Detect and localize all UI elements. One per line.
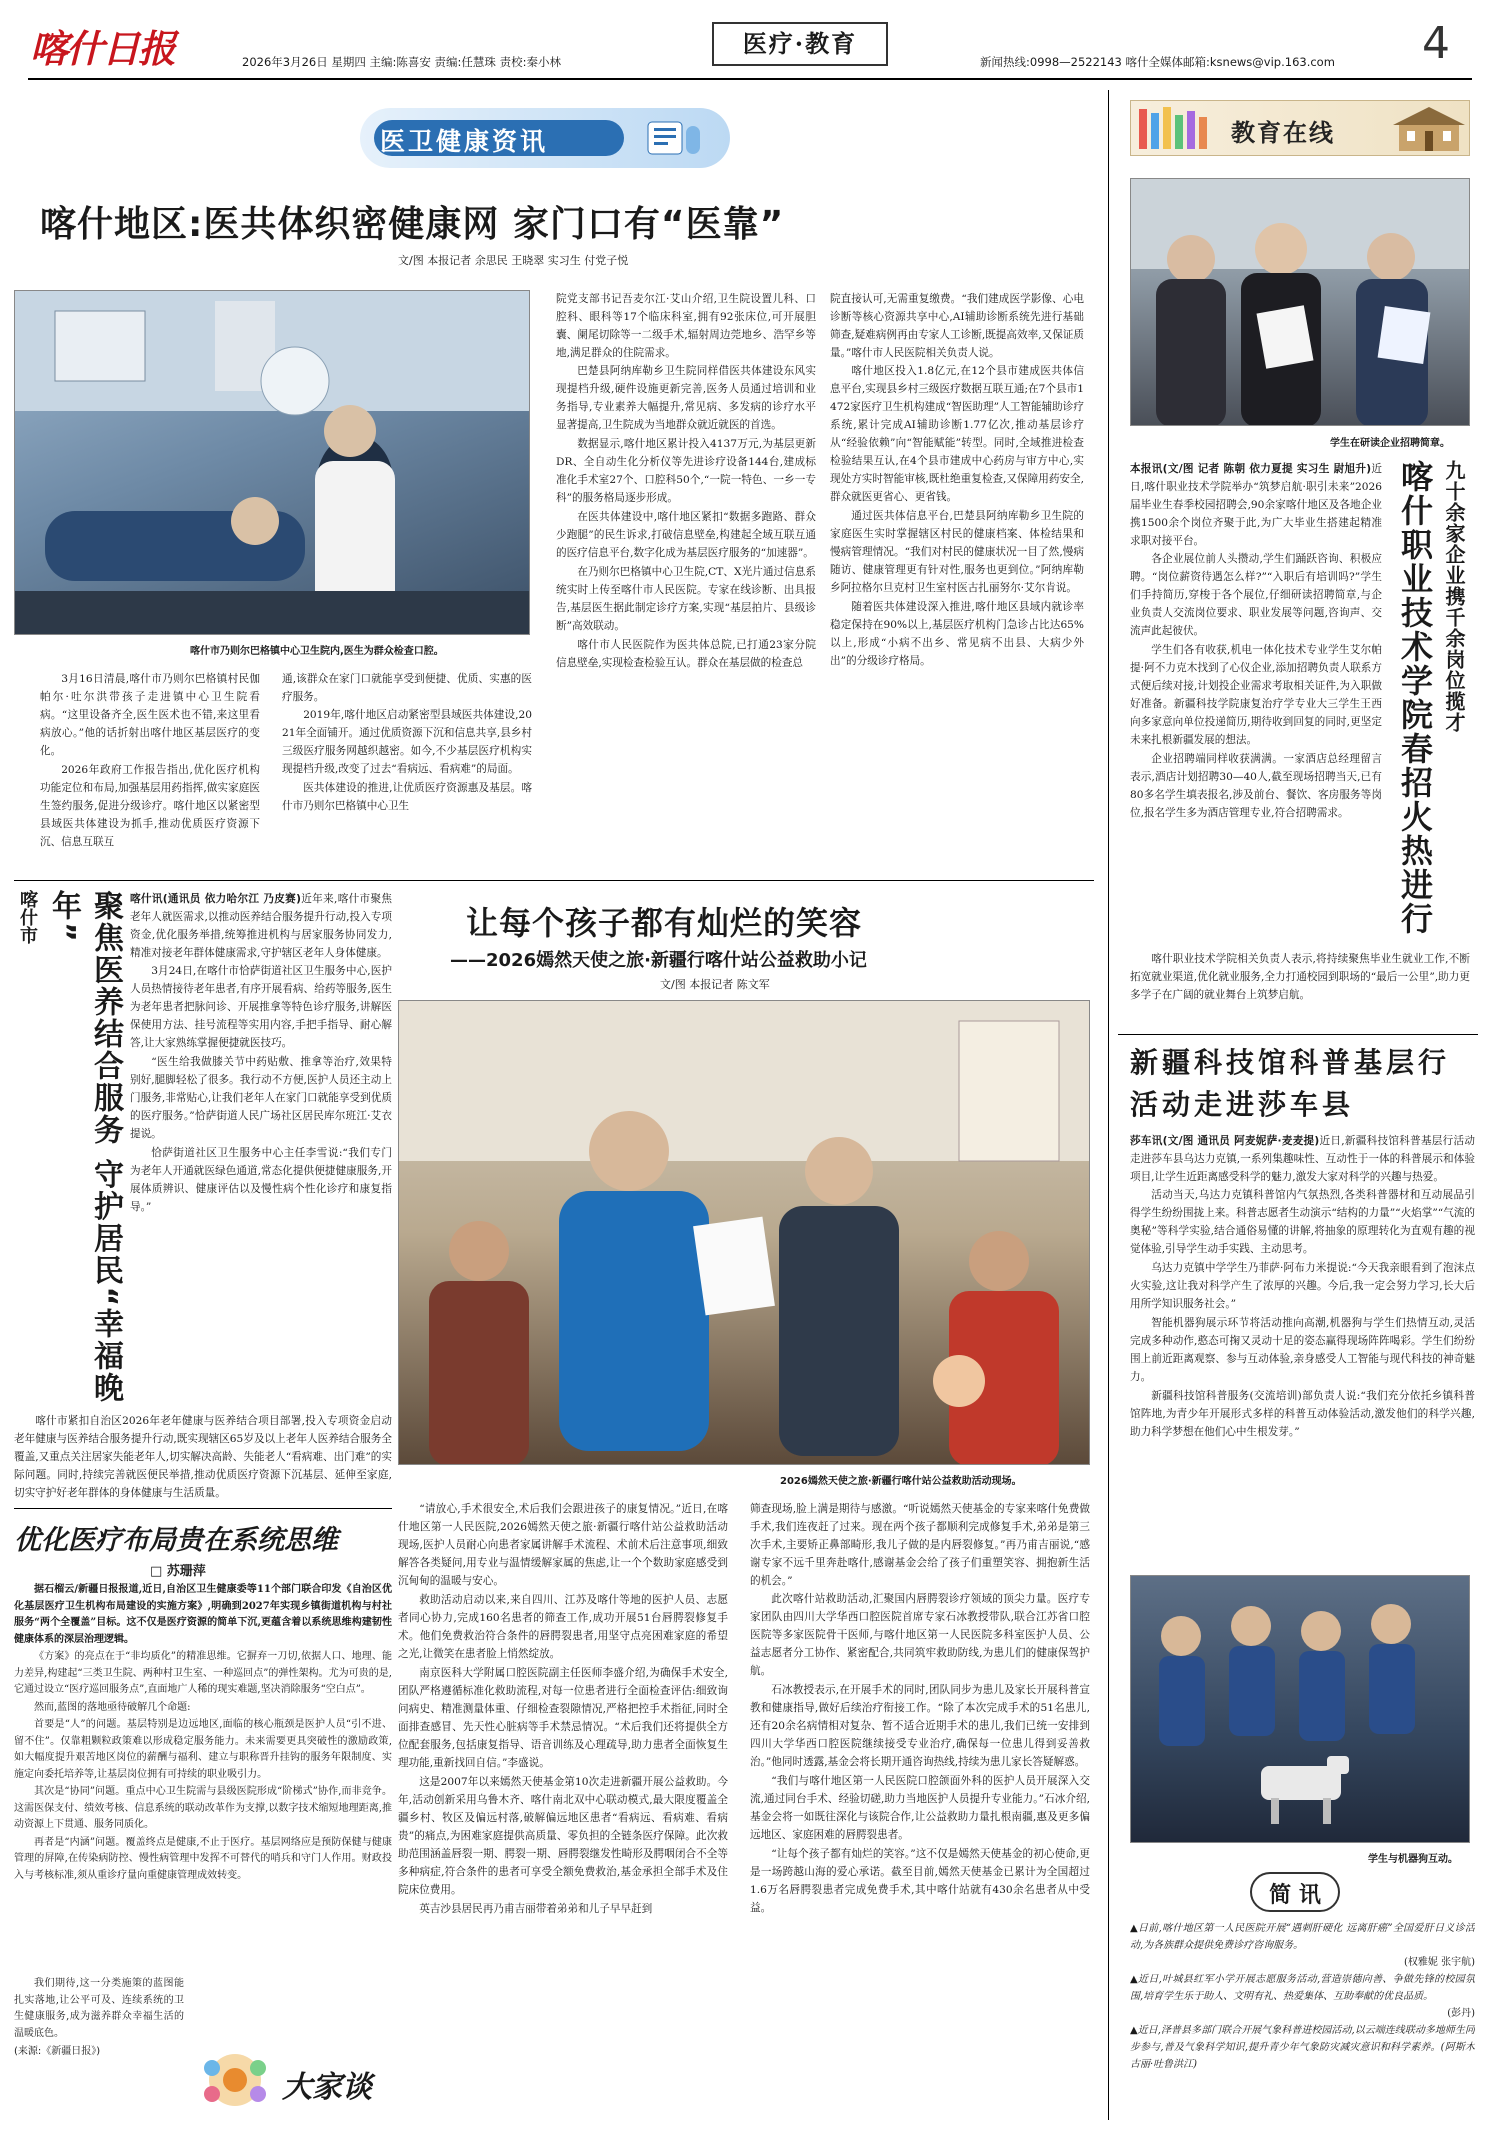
- article-1-paragraph: 院党支部书记吾麦尔江·艾山介绍,卫生院设置儿科、口腔科、眼科等17个临床科室,拥有92张床位,可开展胆囊、阑尾切除等一二级手术,辐射周边莞地乡、浩罕乡等地,满足群众的住院需求。: [556, 293, 816, 359]
- divider: [14, 1508, 392, 1509]
- article-2-body-tail: [14, 1412, 392, 1502]
- article-4-paragraph: 据石榴云/新疆日报报道,近日,自治区卫生健康委等11个部门联合印发《自治区优化基层医疗卫生机构布局建设的实施方案》,明确到2027年实现乡镇街道机构与村社服务“两个全覆盖”目标。这不仅是医疗资源的简单下沉,更蕴含着以系统思维构建韧性健康体系的深层治理逻辑。: [14, 1584, 392, 1645]
- article-1-paragraph: 院直接认可,无需重复缴费。“我们建成医学影像、心电诊断等核心资源共享中心,AI辅助诊断系统先进行基础筛查,疑难病例再由专家人工诊断,既提高效率,又保证质量。”喀什市人民医院相关负责人说。: [830, 293, 1084, 359]
- article-3-paragraph: 此次喀什站救助活动,汇聚国内唇腭裂诊疗领域的顶尖力量。医疗专家团队由四川大学华西口腔医院首席专家石冰教授带队,联合江苏省口腔医院等多家医院骨干医师,与喀什地区第一人民医院多科室医护人员、公益志愿者分工协作、紧密配合,共同筑牢救助防线,为患儿们的健康保驾护航。: [750, 1593, 1090, 1677]
- article-5-title: 喀什职业技术学院春招火热进行: [1396, 460, 1434, 936]
- article-2-body: [130, 890, 392, 1410]
- edu-banner-title: 教育在线: [1231, 118, 1335, 147]
- article-2-paragraph: 3月24日,在喀什市恰萨街道社区卫生服务中心,医护人员热情接待老年患者,有序开展看病、给药等服务,医生为老年患者把脉问诊、开展推拿等特色诊疗服务,讲解医保使用方法、挂号流程等实用内容,手把手指导、耐心解答,让大家熟练掌握便捷就医技巧。: [130, 965, 392, 1049]
- article-6-photo-caption: 学生与机器狗互动。: [1368, 1854, 1458, 1865]
- article-1-col-1: [40, 670, 260, 874]
- article-1-paragraph: 随着医共体建设深入推进,喀什地区县域内就诊率稳定保持在90%以上,基层医疗机构门急诊占比达65%以上,形成“小病不出乡、常见病不出县、大病少外出”的分级诊疗格局。: [830, 601, 1084, 667]
- newspaper-logo: 喀什日报: [30, 26, 175, 71]
- article-2-place: 喀什市: [17, 890, 38, 944]
- header-rule: [28, 78, 1472, 80]
- article-1-paragraph: 2026年政府工作报告指出,优化医疗机构功能定位和布局,加强基层用药指挥,做实家庭医生签约服务,促进分级诊疗。喀什地区以紧密型县域医共体建设为抓手,推动优质医疗资源下沉、信息互联互: [40, 764, 260, 848]
- article-6-paragraph: 活动当天,乌达力克镇科普馆内气氛热烈,各类科普器材和互动展品引得学生纷纷围拢上来。科普志愿者生动演示“结构的力量”“火焰掌”“气流的奥秘”等科学实验,结合通俗易懂的讲解,将抽象的原理转化为直观有趣的视觉体验,引导学生动手实践、主动思考。: [1130, 1189, 1475, 1255]
- article-6-paragraph: 近日,新疆科技馆科普基层行活动走进莎车县乌达力克镇,一系列集趣味性、互动性于一体的科普展示和体验项目,让学生近距离感受科学的魅力,激发大家对科学的兴趣与热爱。: [1130, 1135, 1475, 1183]
- article-3-paragraph: 石冰教授表示,在开展手术的同时,团队同步为患儿及家长开展科普宣教和健康指导,做好后续治疗衔接工作。“除了本次完成手术的51名患儿,还有20余名病情相对复杂、暂不适合近期手术的患儿,我们已统一安排到四川大学华西口腔医院继续接受专业治疗,确保每一位患儿得到妥善救治。”他同时透露,基金会将长期开通咨询热线,持续为患儿家长答疑解惑。: [750, 1684, 1090, 1768]
- flower-logo-icon: [190, 2050, 280, 2110]
- article-1-paragraph: 喀什市人民医院作为医共体总院,已打通23家分院信息壁垒,实现检查检验互认。群众在基层做的检查总: [556, 639, 816, 669]
- article-4-ending: [14, 1976, 184, 2116]
- article-1-paragraph: 2019年,喀什地区启动紧密型县域医共体建设,2021年全面铺开。通过优质资源下沉和信息共享,县乡村三级医疗服务网越织越密。如今,不少基层医疗机构实现提档升级,改变了过去“看病远、看病难”的局面。: [282, 709, 532, 775]
- article-1-paragraph: 通过医共体信息平台,巴楚县阿纳库勒乡卫生院的家庭医生实时掌握辖区村民的健康档案、体检结果和慢病管理情况。“我们对村民的健康状况一目了然,慢病随访、健康管理更有针对性,服务也更到位。”阿纳库勒乡阿拉格尔旦克村卫生室村医古扎丽努尔·艾尔肯说。: [830, 510, 1084, 594]
- edu-banner: [1130, 100, 1470, 156]
- article-3-paragraph: “让每个孩子都有灿烂的笑容。”这不仅是嫣然天使基金的初心使命,更是一场跨越山海的爱心承诺。截至目前,嫣然天使基金已累计为全国超过1.6万名唇腭裂患者完成免费手术,其中喀什站就有430余名患者从中受益。: [750, 1848, 1090, 1914]
- article-3-col-1: [398, 1500, 728, 2112]
- article-2-title: 聚焦医养结合服务 守护居民“幸福晚年”: [46, 890, 123, 1405]
- article-5-paragraph: 学生们各有收获,机电一体化技术专业学生艾尔帕提·阿不力克木找到了心仪企业,添加招聘负责人联系方式便后续对接,计划投企业需求考取相关证件,为入职做好准备。新疆科技学院康复治疗学专业大三学生王西向多家意向单位投递简历,期待收到回复的同时,更坚定未来扎根新疆发展的想法。: [1130, 644, 1382, 746]
- article-1-paragraph: 喀什地区投入1.8亿元,在12个县市建成医共体信息平台,实现县乡村三级医疗数据互联互通;在7个县市1472家医疗卫生机构建成“智医助理”人工智能辅助诊疗系统,累计完成AI辅助诊断1.77亿次,推动基层诊疗从“经验依赖”向“智能赋能”转型。同时,全域推进检查检验结果互认,在4个县市建成中心药房与审方中心,实现处方实时智能审核,既杜绝重复检查,又保障用药安全,群众就医更省心、更省钱。: [830, 365, 1084, 503]
- article-2-paragraph: 近年来,喀什市聚焦老年人就医需求,以推动医养结合服务提升行动,投入专项资金,优化服务举措,统筹推进机构与居家服务协同发力,精准对接老年群体健康需求,守护辖区老年人身体健康。: [130, 893, 392, 959]
- brief-credit: (彭丹): [1447, 2008, 1475, 2019]
- brief-item: ▲日前,喀什地区第一人民医院开展“遇刺肝硬化 远离肝癌”全国爱肝日义诊活动,为各族群众提供免费诊疗咨询服务。: [1130, 1923, 1475, 1951]
- article-3-paragraph: 这是2007年以来嫣然天使基金第10次走进新疆开展公益救助。今年,活动创新采用乌鲁木齐、喀什南北双中心联动模式,最大限度覆盖全疆乡村、牧区及偏远村落,破解偏远地区患者“看病远、看病难、看病贵”的痛点,为困难家庭提供高质量、零负担的全链条医疗保障。此次救助范围涵盖唇裂一期、腭裂一期、唇腭裂继发性畸形及腭咽闭合不全等多种病症,符合条件的患者可享受全额免费救治,基金承担全部手术及住院床位费用。: [398, 1776, 728, 1896]
- article-3-photo-caption: 2026嫣然天使之旅·新疆行喀什站公益救助活动现场。: [780, 1476, 1022, 1487]
- article-5-paragraph: 各企业展位前人头攒动,学生们踊跃咨询、积极应聘。“岗位薪资待遇怎么样?”“入职后有培训吗?”学生们手持简历,穿梭于各个展位,仔细研读招聘简章,与企业负责人交流岗位要求、职业发展等问题,咨询声、交流声此起彼伏。: [1130, 553, 1382, 637]
- masthead: [0, 0, 1500, 82]
- article-1-col-2: [282, 670, 532, 874]
- article-3-title: 让每个孩子都有灿烂的笑容: [466, 904, 863, 942]
- article-4-title: 优化医疗布局贵在系统思维: [14, 1525, 338, 1556]
- article-4-body: [14, 1582, 392, 1972]
- article-3-col-2: [750, 1500, 1090, 2112]
- article-4-paragraph: 再者是“内涵”问题。覆盖终点是健康,不止于医疗。基层网络应是预防保健与健康管理的屏障,在传染病防控、慢性病管理中发挥不可替代的哨兵和守门人作用。财政投入与考核标准,须从重诊疗量向重健康管理成效转变。: [14, 1836, 392, 1881]
- section-title: 医疗·教育: [712, 22, 888, 66]
- article-4-source: (来源:《新疆日报》): [14, 2046, 101, 2057]
- article-3-byline: 文/图 本报记者 陈文军: [660, 978, 770, 991]
- briefs-title-box: [1250, 1872, 1340, 1912]
- article-1-paragraph: 3月16日清晨,喀什市乃则尔巴格镇村民伽帕尔·吐尔洪带孩子走进镇中心卫生院看病。“这里设备齐全,医生医术也不错,来这里看病放心。”他的话折射出喀什地区基层医疗的变化。: [40, 673, 260, 757]
- article-5-photo-caption: 学生在研读企业招聘简章。: [1330, 438, 1450, 449]
- article-6-body: [1130, 1132, 1475, 1572]
- article-6-paragraph: 新疆科技馆科普服务(交流培训)部负责人说:“我们充分依托乡镇科普馆阵地,为青少年开展形式多样的科普互动体验活动,激发他们的科学兴趣,助力科学梦想在他们心中生根发芽。”: [1130, 1390, 1475, 1438]
- briefs-title: 简 讯: [1269, 1883, 1321, 1908]
- article-6-byline: 莎车讯(文/图 通讯员 阿麦妮萨·麦麦提): [1130, 1135, 1320, 1147]
- divider: [1118, 1034, 1478, 1035]
- article-2-paragraph: 喀什市紧扣自治区2026年老年健康与医养结合项目部署,投入专项资金启动老年健康与医养结合服务提升行动,既实现辖区65岁及以上老年人医养结合服务全覆盖,又重点关注居家失能老年人,切实解决高龄、失能老人“看病难、出门难”的实际问题。同时,持续完善就医便民举措,推动优质医疗资源下沉基层、延伸至家庭,切实守护好老年群体的身体健康与生活质量。: [14, 1415, 392, 1499]
- article-6-title: 新疆科技馆科普基层行活动走进莎车县: [1130, 1046, 1451, 1121]
- article-4-paragraph: 我们期待,这一分类施策的蓝图能扎实落地,让公平可及、连续系统的卫生健康服务,成为滋养群众幸福生活的温暖底色。: [14, 1978, 184, 2039]
- article-1-paragraph: 在乃则尔巴格镇中心卫生院,CT、X光片通过信息系统实时上传至喀什市人民医院。专家在线诊断、出具报告,基层医生据此制定诊疗方案,实现“基层拍片、县级诊断”高效联动。: [556, 566, 816, 632]
- health-banner: [360, 108, 730, 168]
- article-1-title: 喀什地区:医共体织密健康网 家门口有“医靠”: [40, 204, 785, 245]
- article-1-byline: 文/图 本报记者 余思民 王晓翠 实习生 付党子悦: [398, 254, 629, 267]
- article-6-paragraph: 智能机器狗展示环节将活动推向高潮,机器狗与学生们热情互动,灵活完成多种动作,憨态可掬又灵动十足的姿态赢得现场阵阵喝彩。学生们纷纷围上前近距离观察、参与互动体验,亲身感受人工智能与现代科技的神奇魅力。: [1130, 1317, 1475, 1383]
- article-4-paragraph: 然而,蓝图的落地亟待破解几个命题:: [34, 1701, 191, 1713]
- article-2-byline: 喀什讯(通讯员 依力哈尔江 乃皮赛): [130, 893, 301, 905]
- pencils-icon: [1137, 105, 1227, 153]
- article-3-paragraph: “我们与喀什地区第一人民医院口腔颌面外科的医护人员开展深入交流,通过同台手术、经验切磋,助力当地医护人员提升专业能力。”石冰介绍,基金会将一如既往深化与该院合作,让公益救助力量扎根南疆,惠及更多偏远地区、家庭困难的唇腭裂患者。: [750, 1775, 1090, 1841]
- article-3-paragraph: 筛查现场,脸上满是期待与感激。“听说嫣然天使基金的专家来喀什免费做手术,我们连夜赶了过来。现在两个孩子都顺利完成修复手术,弟弟是第三次手术,主要矫正鼻部畸形,我儿子做的是内唇裂修复。”再乃甫吉丽说,“感谢专家不远千里奔赴喀什,感谢基金会给了孩子们重塑笑容、拥抱新生活的机会。”: [750, 1503, 1090, 1587]
- school-building-icon: [1393, 105, 1465, 153]
- brief-credit: (权雅妮 张宇航): [1404, 1957, 1475, 1968]
- article-5-byline: 本报讯(文/图 记者 陈朝 依力夏提 实习生 尉旭升): [1130, 463, 1372, 475]
- hotline: 新闻热线:0998—2522143 喀什全媒体邮箱:ksnews@vip.163.com: [980, 55, 1335, 69]
- brief-item: ▲近日,叶城县红军小学开展志愿服务活动,营造崇德向善、争做先锋的校园氛围,培育学生乐于助人、文明有礼、热爱集体、互助奉献的优良品质。: [1130, 1974, 1475, 2002]
- article-5-kicker: 九十余家企业携千余岗位揽才: [1442, 460, 1466, 733]
- article-3-subtitle: ——2026嫣然天使之旅·新疆行喀什站公益救助小记: [450, 950, 867, 971]
- article-4-author: □ 苏珊萍: [150, 1564, 206, 1579]
- divider: [14, 880, 1094, 881]
- article-2-paragraph: “医生给我做膝关节中药贴敷、推拿等治疗,效果特别好,腿脚轻松了很多。我行动不方便,医护人员还主动上门服务,非常贴心,让我们老年人在家门口就能享受到优质的医疗服务。”恰萨街道人民广场社区居民库尔班江·艾衣提说。: [130, 1056, 392, 1140]
- article-5-paragraph: 企业招聘端同样收获满满。一家酒店总经理留言表示,酒店计划招聘30—40人,截至现场招聘当天,已有80多名学生填表报名,涉及前台、餐饮、客房服务等岗位,报名学生多为酒店管理专业,符合招聘需求。: [1130, 753, 1382, 819]
- article-5-col-2: [1130, 950, 1470, 1030]
- article-5-paragraph: 近日,喀什职业技术学院举办“筑梦启航·职引未来”2026届毕业生春季校园招聘会,90余家喀什地区及各地企业携1500余个岗位齐聚于此,为广大毕业生搭建起精准求职对接平台。: [1130, 463, 1382, 547]
- article-1-col-4: [830, 290, 1084, 874]
- article-1-col-3: [556, 290, 816, 874]
- article-5-col-1: [1130, 460, 1382, 950]
- article-1-paragraph: 通,该群众在家门口就能享受到便捷、优质、实惠的医疗服务。: [282, 673, 532, 703]
- article-5-paragraph: 喀什职业技术学院相关负责人表示,将持续聚焦毕业生就业工作,不断拓宽就业渠道,优化就业服务,全力打通校园到职场的“最后一公里”,助力更多学子在广阔的就业舞台上筑梦启航。: [1130, 953, 1470, 1001]
- briefs-list: [1130, 1920, 1475, 2120]
- dajiatan-logo: [190, 2050, 390, 2114]
- article-3-paragraph: 英吉沙县居民再乃甫吉丽带着弟弟和儿子早早赶到: [419, 1903, 653, 1915]
- article-2-paragraph: 恰萨街道社区卫生服务中心主任李雪说:“我们专门为老年人开通就医绿色通道,常态化提供便捷健康服务,开展体质辨识、健康评估以及慢性病个性化诊疗和康复指导。”: [130, 1147, 392, 1213]
- article-1-paragraph: 在医共体建设中,喀什地区紧扣“数据多跑路、群众少跑腿”的民生诉求,打破信息壁垒,构建起全域互联互通的医疗信息平台,数字化成为基层医疗服务的“加速器”。: [556, 511, 816, 559]
- banner-health-title: 医卫健康资讯: [380, 127, 549, 156]
- article-5-photo: [1130, 178, 1470, 426]
- article-3-paragraph: 南京医科大学附属口腔医院副主任医师李盛介绍,为确保手术安全,团队严格遵循标准化救助流程,对每一位患者进行全面检查评估:细致询问病史、精准测量体重、仔细检查裂隙情况,严格把控手术指征,同时全面排查感冒、先天性心脏病等手术禁忌情况。“术后我们还将提供全方位配套服务,包括康复指导、语音训练及心理疏导,助力患者全面恢复生理功能,重新找回自信。”李盛说。: [398, 1667, 728, 1769]
- brief-item: ▲近日,泽普县多部门联合开展气象科普进校园活动,以云端连线联动多地师生同步参与,普及气象科学知识,提升青少年气象防灾减灾意识和科学素养。(阿斯木古丽·吐鲁洪江): [1130, 2025, 1475, 2070]
- article-6-paragraph: 乌达力克镇中学学生乃菲萨·阿布力米提说:“今天我亲眼看到了泡沫点火实验,这让我对科学产生了浓厚的兴趣。今后,我一定会努力学习,长大后用所学知识服务社会。”: [1130, 1262, 1475, 1310]
- article-1-paragraph: 巴楚县阿纳库勒乡卫生院同样借医共体建设东风实现提档升级,硬件设施更新完善,医务人员通过培训和业务指导,专业素养大幅提升,常见病、多发病的诊疗水平显著提高,卫生院成为当地群众就近就医的首选。: [556, 365, 816, 431]
- article-3-photo: [398, 1000, 1090, 1465]
- article-1-photo: [14, 290, 530, 635]
- article-4-paragraph: 其次是“协同”问题。重点中心卫生院需与县级医院形成“阶梯式”协作,而非竞争。这需医保支付、绩效考核、信息系统的联动改革作为支撑,以数字技术缩短地理距离,推动资源上下贯通、服务同质化。: [14, 1786, 392, 1830]
- article-3-paragraph: “请放心,手术很安全,术后我们会跟进孩子的康复情况。”近日,在喀什地区第一人民医院,2026嫣然天使之旅·新疆行喀什站公益救助活动现场,医护人员耐心向患者家属讲解手术流程、术前术后注意事项,细致解答各类疑问,用专业与温情缓解家属的焦虑,让一个个数助家庭感受到沉甸甸的温暖与安心。: [398, 1503, 728, 1587]
- article-4-paragraph: 首要是“人”的问题。基层特别是边远地区,面临的核心瓶颈是医护人员“引不进、留不住”。仅靠粗颗粒政策难以形成稳定服务能力。未来需要更具突破性的激励政策,如大幅度提升艰苦地区岗位的薪酬与福利、建立与职称晋升挂钩的服务年限制度、实施定向委托培养等,让基层岗位拥有可持续的职业吸引力。: [14, 1719, 392, 1780]
- article-3-paragraph: 救助活动启动以来,来自四川、江苏及喀什等地的医护人员、志愿者同心协力,完成160名患者的筛查工作,成功开展51台唇腭裂修复手术。他们免费救治符合条件的唇腭裂患者,用坚守点亮困难家庭的希望之光,让微笑在患者脸上悄然绽放。: [398, 1594, 728, 1660]
- pill-illustration: [642, 118, 706, 158]
- article-1-paragraph: 医共体建设的推进,让优质医疗资源惠及基层。喀什市乃则尔巴格镇中心卫生: [282, 782, 532, 812]
- column-divider: [1108, 90, 1109, 2120]
- article-1-photo-caption: 喀什市乃则尔巴格镇中心卫生院内,医生为群众检查口腔。: [190, 646, 444, 657]
- page-number: 4: [1422, 18, 1450, 69]
- article-6-photo: [1130, 1575, 1470, 1843]
- date-line: 2026年3月26日 星期四 主编:陈喜安 责编:任慧珠 责校:秦小林: [242, 55, 561, 69]
- article-1-paragraph: 数据显示,喀什地区累计投入4137万元,为基层更新DR、全自动生化分析仪等先进诊疗设备144台,建成标准化手术室27个、口腔科50个,“一院一特色、一乡一专科”的服务格局逐步形成。: [556, 438, 816, 504]
- article-4-paragraph: 《方案》的亮点在于“非均质化”的精准思维。它摒弃一刀切,依据人口、地理、能力差异,构建起“三类卫生院、两种村卫生室、一种巡回点”的弹性架构。尤为可贵的是,它通过设立“医疗巡回服务点”,直面地广人稀的现实难题,坚决消除服务“空白点”。: [14, 1651, 392, 1695]
- dajiatan-title: 大家谈: [282, 2070, 372, 2105]
